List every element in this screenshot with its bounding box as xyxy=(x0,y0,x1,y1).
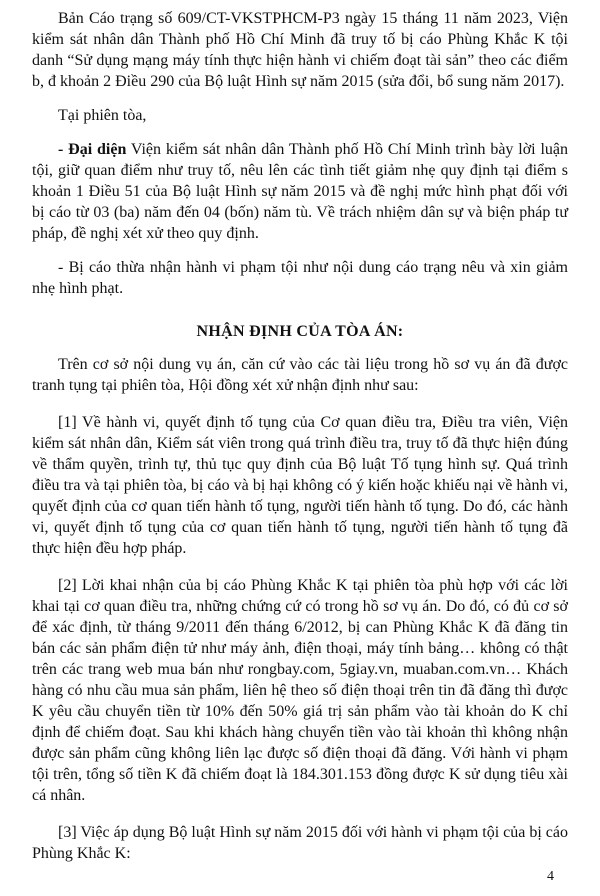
finding-1-paragraph: [1] Về hành vi, quyết định tố tụng của Cơ quan điều tra, Điều tra viên, Viện kiểm sát nhân dân, Kiểm sát viên trong quá trình điều tra, truy tố đã thực hiện đúng về thẩm quyền, trình tự, thủ tục quy định của Bộ luật Tố tụng hình sự. Quá trình điều tra và tại phiên tòa, bị cáo và bị hại không có ý kiến hoặc khiếu nại về hành vi, quyết định của cơ quan tiến hành tố tụng, người tiến hành tố tụng. Do đó, các hành vi, quyết định tố tụng của cơ quan tiến hành tố tụng, người tiến hành tố tụng đã thực hiện đều hợp pháp. xyxy=(32,414,568,557)
prosecutor-text: Viện kiểm sát nhân dân Thành phố Hồ Chí Minh trình bày lời luận tội, giữ quan điểm như truy tố, nêu lên các tình tiết giảm nhẹ quy định tại điểm s khoản 1 Điều 51 của Bộ luật Hình sự năm 2015 và đề nghị mức hình phạt đối với bị cáo từ 03 (ba) năm đến 04 (bốn) năm tù. Về trách nhiệm dân sự và biện pháp tư pháp, đề nghị xét xử theo quy định. xyxy=(32,141,569,242)
basis-paragraph: Trên cơ sở nội dung vụ án, căn cứ vào các tài liệu trong hồ sơ vụ án đã được tranh tụng tại phiên tòa, Hội đồng xét xử nhận định như sau: xyxy=(32,356,568,394)
page-number: 4 xyxy=(547,869,554,884)
defendant-paragraph: - Bị cáo thừa nhận hành vi phạm tội như nội dung cáo trạng nêu và xin giảm nhẹ hình phạt. xyxy=(32,259,568,297)
finding-3-paragraph: [3] Việc áp dụng Bộ luật Hình sự năm 2015 đối với hành vi phạm tội của bị cáo Phùng Khắc K: xyxy=(32,824,569,862)
section-heading: NHẬN ĐỊNH CỦA TÒA ÁN: xyxy=(196,323,404,340)
prosecutor-prefix: - Đại diện xyxy=(58,141,127,158)
finding-2-paragraph: [2] Lời khai nhận của bị cáo Phùng Khắc K tại phiên tòa phù hợp với các lời khai tại cơ quan điều tra, những chứng cứ có trong hồ sơ vụ án. Do đó, có đủ cơ sở để xác định, từ tháng 9/2011 đến tháng 6/2012, bị can Phùng Khắc K đã đăng tin bán các sản phẩm điện tử như máy ảnh, điện thoại, máy tính bảng… không có thật trên các trang web mua bán như rongbay.com, 5giay.vn, muaban.com.vn… Khách hàng có nhu cầu mua sản phẩm, liên hệ theo số điện thoại trên tin đã đăng thì được K yêu cầu chuyển tiền từ 10% đến 50% giá trị sản phẩm vào tài khoản do K chỉ định để chiếm đoạt. Sau khi khách hàng chuyển tiền vào tài khoản thì không nhận được sản phẩm cũng không liên lạc được số điện thoại đã đăng. Với hành vi phạm tội trên, tổng số tiền K đã chiếm đoạt là 184.301.153 đồng được K sử dụng tiêu xài cá nhân. xyxy=(32,577,568,804)
prosecutor-paragraph xyxy=(32,139,568,244)
indictment-paragraph: Bản Cáo trạng số 609/CT-VKSTPHCM-P3 ngày 15 tháng 11 năm 2023, Viện kiểm sát nhân dân Thành phố Hồ Chí Minh đã truy tố bị cáo Phùng Khắc K tội danh “Sử dụng mạng máy tính thực hiện hành vi chiếm đoạt tài sản” theo các điểm b, đ khoản 2 Điều 290 của Bộ luật Hình sự năm 2015 (sửa đổi, bổ sung năm 2017). xyxy=(32,10,568,90)
at-trial-paragraph: Tại phiên tòa, xyxy=(58,107,147,124)
